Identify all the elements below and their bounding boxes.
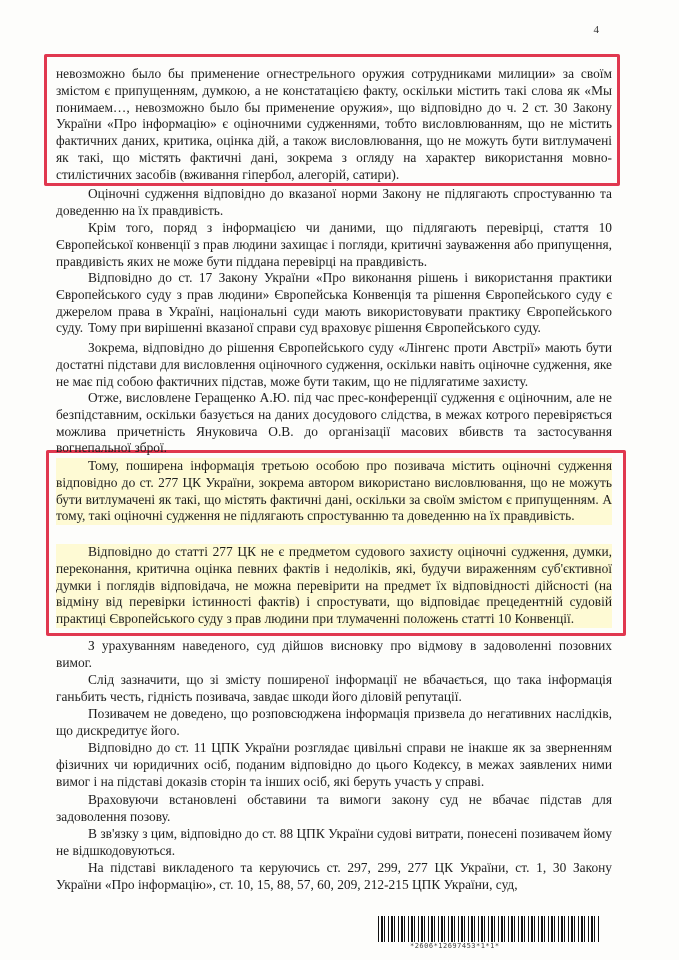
paragraph-16: На підставі викладеного та керуючись ст. 297, 299, 277 ЦК України, ст. 1, 30 Закону України «Про інформацію», ст. 10, 15, 88, 57, 60, 209, 212-215 ЦПК України, суд,: [56, 860, 612, 892]
paragraph-6: Зокрема, відповідно до рішення Європейського суду «Лінгенс проти Австрії» мають бути достатні підстави для висловлення оціночного судження, оскільки навіть оціночне судження, яке не має під собою фактичних підстав, може бути таким, що не підлягатиме захисту.: [56, 340, 612, 389]
barcode-text: *2606*12697453*1*1*: [410, 942, 500, 950]
paragraph-2: Оціночні судження відповідно до вказаної норми Закону не підлягають спростуванню та доведенню на їх правдивість.: [56, 186, 612, 218]
paragraph-3: Крім того, поряд з інформацією чи даними, що підлягають перевірці, стаття 10 Європейської конвенції з прав людини захищає і погляди, критичні зауваження або припущення, правдивість яких не може бути піддана перевірці на правдивість.: [56, 220, 612, 269]
paragraph-9: Відповідно до статті 277 ЦК не є предметом судового захисту оціночні судження, думки, переконання, критична оцінка певних фактів і недоліків, які, будучи вираженням суб'єктивної думки і поглядів відповідача, не можна перевірити на предмет їх відповідності дійсності (на відміну від перевірки істинності фактів) і спростувати, що відповідає прецедентній судовій практиці Європейського суду з прав людини при тлумаченні положень статті 10 Конвенції.: [56, 544, 612, 627]
paragraph-8: Тому, поширена інформація третьою особою про позивача містить оціночні судження відповідно до ст. 277 ЦК України, зокрема автором використано висловлювання, що не можуть бути витлумачені як такі, що містять фактичні дані, оскільки за своїм змістом є припущенням. А тому, такі оціночні судження не підлягають спростуванню та доведенню на їх правдивість.: [56, 458, 612, 524]
paragraph-14: Враховуючи встановлені обставини та вимоги закону суд не вбачає підстав для задоволення позову.: [56, 792, 612, 824]
paragraph-11: Слід зазначити, що зі змісту поширеної інформації не вбачається, що така інформація ганьбить честь, гідність позивача, завдає шкоди його діловій репутації.: [56, 672, 612, 704]
paragraph-7: Отже, висловлене Геращенко А.Ю. під час прес-конференції судження є оціночним, але не безпідставним, оскільки базується на даних досудового слідства, в межах котрого перевіряється можлива причетність Януковича О.В. до організації масових вбивств та застосування вогнепальної зброї.: [56, 390, 612, 456]
paragraph-12: Позивачем не доведено, що розповсюджена інформація призвела до негативних наслідків, що дискредитує його.: [56, 706, 612, 738]
paragraph-10: З урахуванням наведеного, суд дійшов висновку про відмову в задоволенні позовних вимог.: [56, 638, 612, 670]
paragraph-1: невозможно было бы применение огнестрельного оружия сотрудниками милиции» за своїм змістом є припущенням, думкою, а не констатацією факту, оскільки містить такі слова як «Мы понимаем…, невозможно было бы применение оружия», що відповідно до ч. 2 ст. 30 Закону України «Про інформацію» є оціночними судженнями, тобто висловлюванням, що не містить фактичних даних, критика, оцінка дій, а також висловлювання, що не можуть бути витлумачені як такі, що містять фактичні дані, зокрема з огляду на характер використання мовно-стилістичних засобів (вживання гіпербол, алегорій, сатири).: [56, 66, 612, 182]
paragraph-5: Тому при вирішенні вказаної справи суд враховує рішення Європейського суду.: [88, 320, 541, 335]
page-number: 4: [593, 24, 599, 36]
barcode: [378, 916, 600, 942]
paragraph-4: Відповідно до ст. 17 Закону України «Про виконання рішень і використання практики Європейського суду з прав людини» Європейська Конвенція та рішення Європейського суду є джерелом права в Україні, національні суди мають використовувати практику Європейського суду.: [56, 270, 612, 336]
paragraph-13: Відповідно до ст. 11 ЦПК України розглядає цивільні справи не інакше як за зверненням фізичних чи юридичних осіб, поданим відповідно до цього Кодексу, в межах заявлених ними вимог і на підставі доказів сторін та інших осіб, які беруть участь у справі.: [56, 740, 612, 789]
paragraph-15: В зв'язку з цим, відповідно до ст. 88 ЦПК України судові витрати, понесені позивачем йому не відшкодовуються.: [56, 826, 612, 858]
